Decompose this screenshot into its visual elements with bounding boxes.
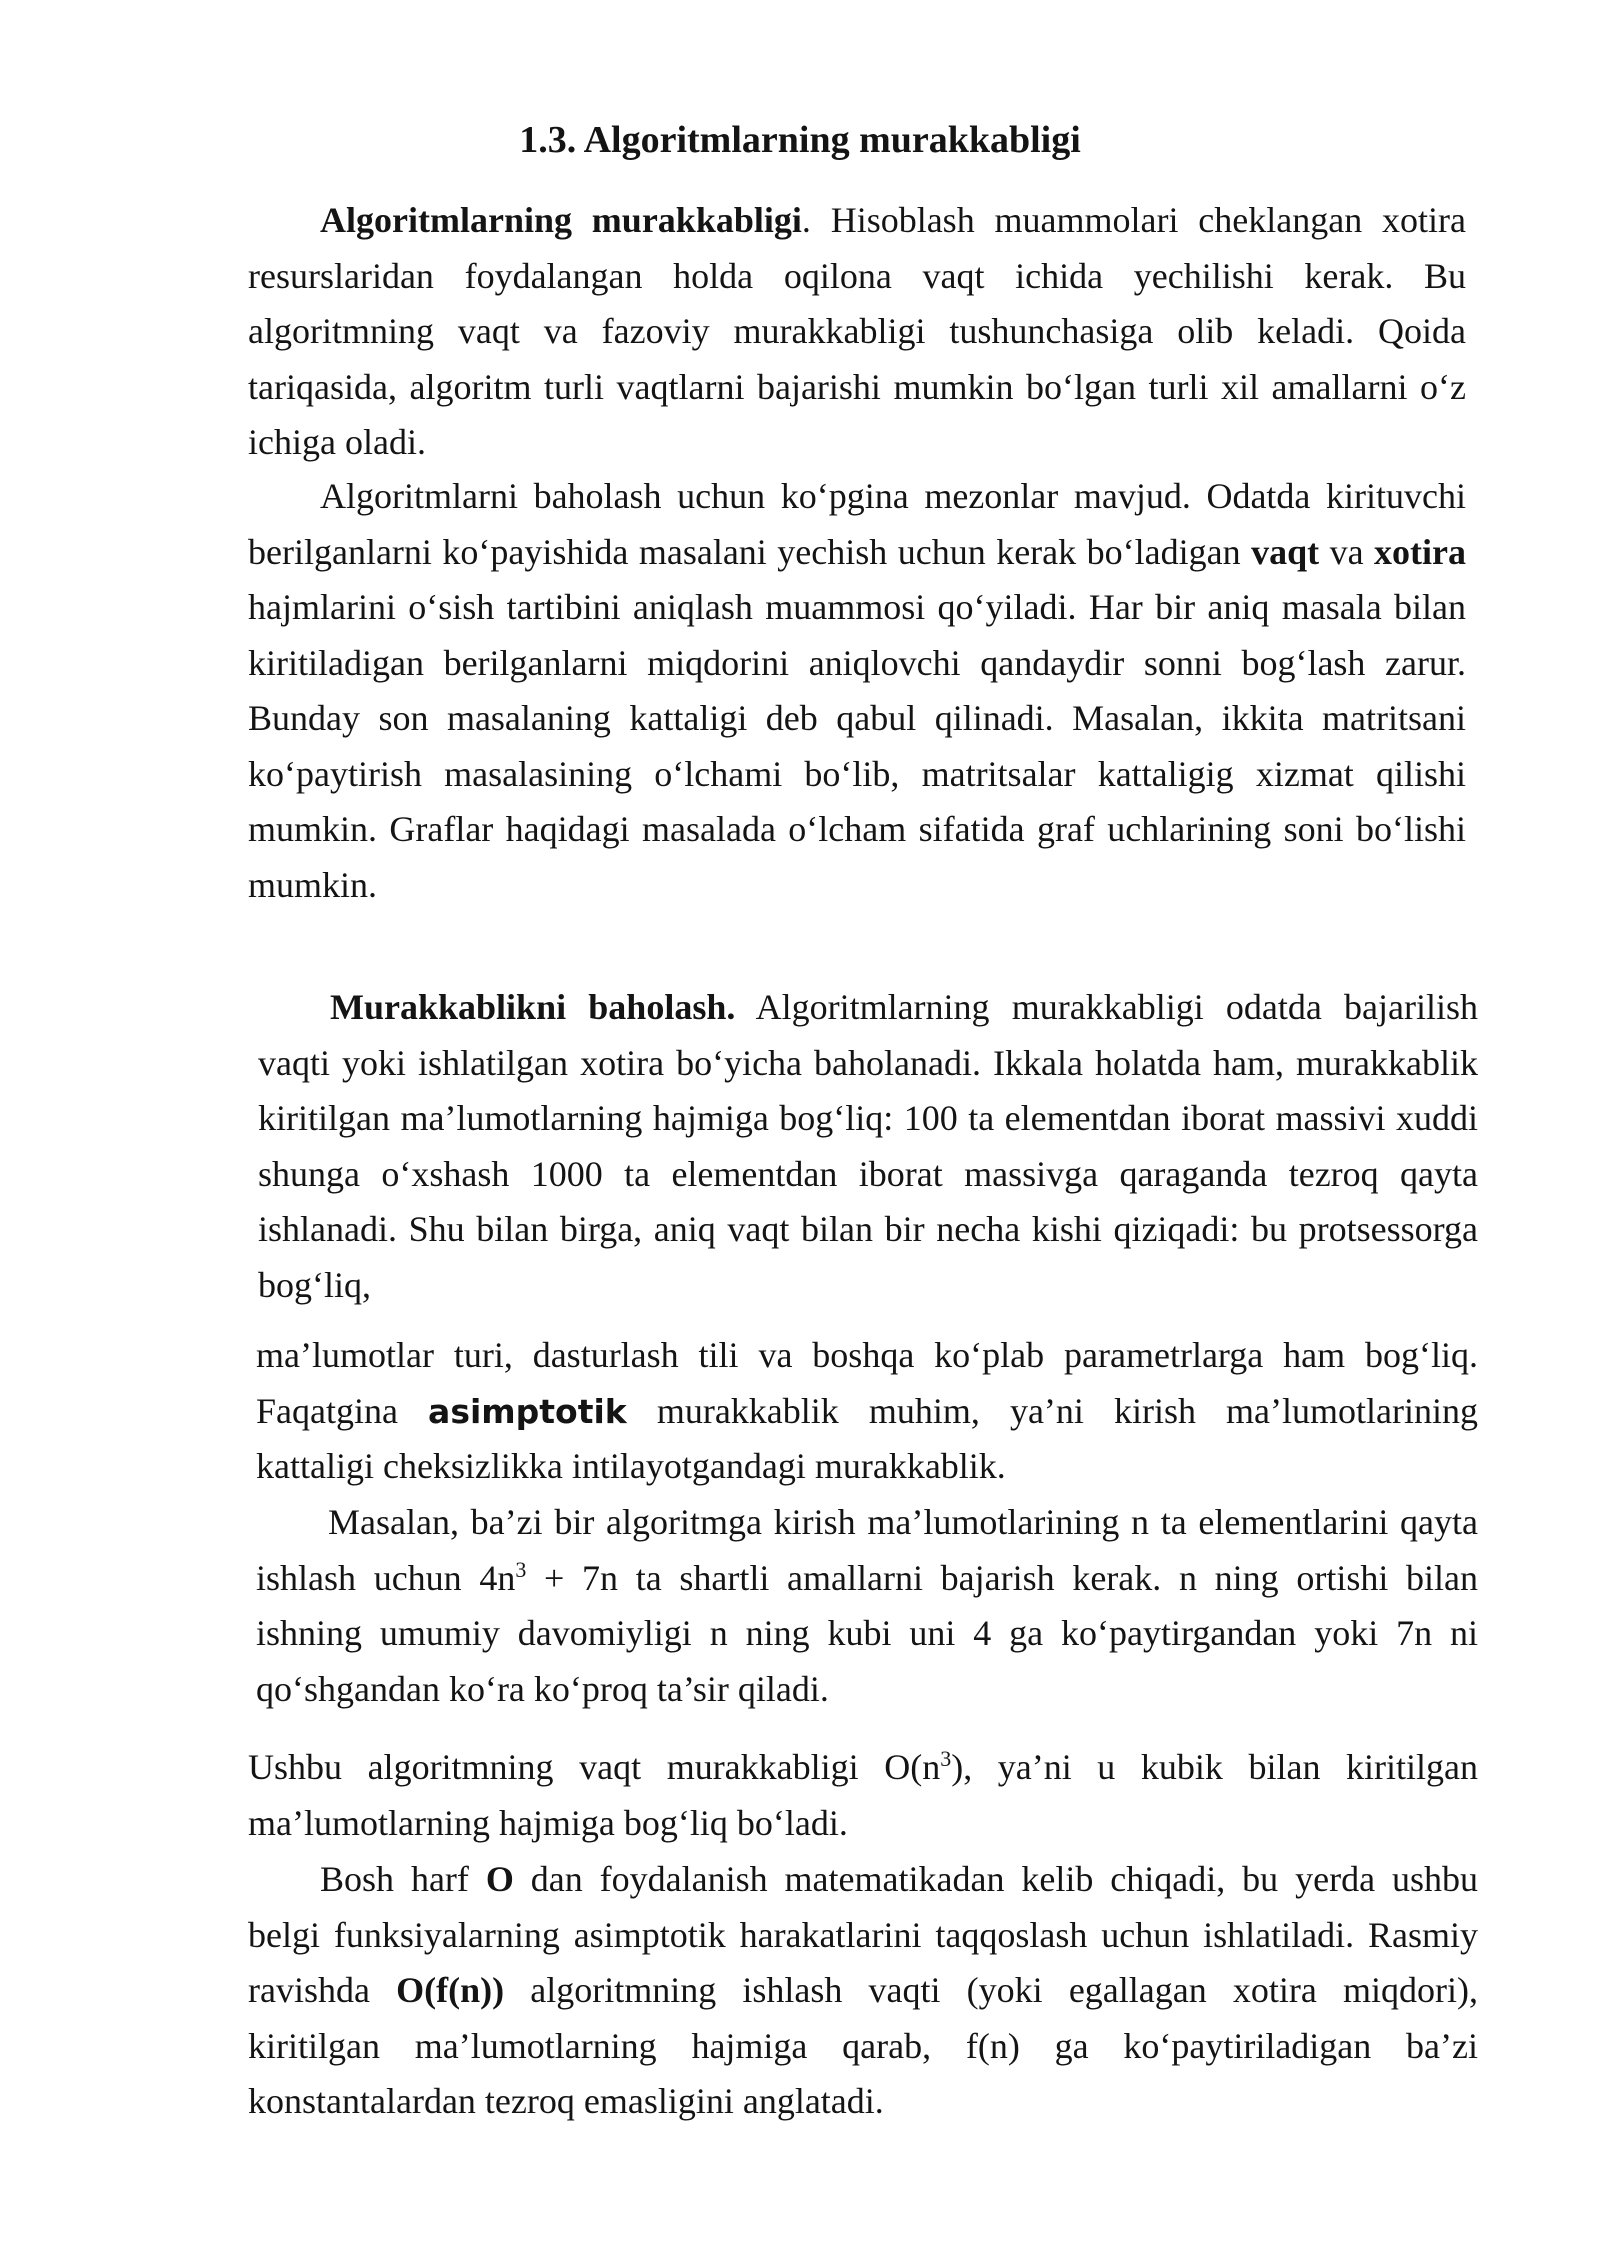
term-asymptotic: asimptotik — [428, 1391, 627, 1431]
paragraph-7: Bosh harf O dan foydalanish matematikadan kelib chiqadi, bu yerda ushbu belgi funksiyalarning asimptotik harakatlarini taqqoslash uchun ishlatiladi. Rasmiy ravishda O(f(n)) algoritmning ishlash vaqti (yoki egallagan xotira miqdori), kiritilgan ma’lumotlarning hajmiga qarab, f(n) ga ko‘paytiriladigan ba’zi konstantalardan tezroq emasligini anglatadi. — [248, 1859, 1478, 2121]
term-time: vaqt — [1251, 531, 1320, 572]
superscript-3: 3 — [940, 1746, 952, 1771]
paragraph-1 — [248, 193, 1466, 471]
paragraph-3-text: Algoritmlarning murakkabligi odatda bajarilish vaqti yoki ishlatilgan xotira bo‘yicha baholanadi. Ikkala holatda ham, murakkablik kiritilgan ma’lumotlarning hajmiga bog‘liq: 100 ta elementdan iborat massivi xuddi shunga o‘xshash 1000 ta elementdan iborat massivga qaraganda tezroq qayta ishlanadi. Shu bilan birga, aniq vaqt bilan bir necha kishi qiziqadi: bu protsessorga bog‘liq, — [258, 987, 1479, 1305]
term-memory: xotira — [1374, 531, 1466, 572]
paragraph-1-text: . Hisoblash muammolari cheklangan xotira resurslaridan foydalangan holda oqilona vaqt ichida yechilishi kerak. Bu algoritmning vaqt va fazoviy murakkabligi tushunchasiga olib keladi. Qoida tariqasida, algoritm turli vaqtlarni bajarishi mumkin bo‘lgan turli xil amallarni o‘z ichiga oladi. — [248, 200, 1467, 462]
superscript-3: 3 — [515, 1556, 527, 1582]
term-big-o: O — [485, 1859, 514, 1899]
paragraph-4: ma’lumotlar turi, dasturlash tili va boshqa ko‘plab parametrlarga ham bog‘liq. Faqatgina asimptotik murakkablik muhim, ya’ni kirish ma’lumotlarining kattaligi cheksizlikka intilayotgandagi murakkablik. — [256, 1335, 1479, 1486]
paragraph-3 — [258, 980, 1478, 1313]
paragraph-5: Masalan, ba’zi bir algoritmga kirish ma’lumotlarining n ta elementlarini qayta ishlash uchun $4n^3 + 7n$ ta shartli amallarni bajarish kerak. n ning ortishi bilan ishning umumiy davomiyligi n ning kubi uni 4 ga ko‘paytirgandan yoki 7n ni qo‘shgandan ko‘ra ko‘proq ta’sir qiladi. — [256, 1502, 1478, 1709]
section-title: 1.3. Algoritmlarning murakkabligi — [519, 119, 1081, 161]
paragraph-6: Ushbu algoritmning vaqt murakkabligi $O(n^3)$, ya’ni u kubik bilan kiritilgan ma’lumotlarning hajmiga bog‘liq bo‘ladi. — [248, 1746, 1478, 1843]
term-complexity-estimation: Murakkablikni baholash. — [330, 987, 736, 1027]
term-algorithm-complexity: Algoritmlarning murakkabligi — [320, 200, 802, 240]
term-o-f-n: O(f(n)) — [396, 1970, 505, 2010]
paragraph-2: Algoritmlarni baholash uchun ko‘pgina mezonlar mavjud. Odatda kirituvchi berilganlarni ko‘payishida masalani yechish uchun kerak bo‘ladigan vaqt va xotira hajmlarini o‘sish tartibini aniqlash muammosi qo‘yiladi. Har bir aniq masala bilan kiritiladigan berilganlarni miqdorini aniqlovchi qandaydir sonni bog‘lash zarur. Bunday son masalaning kattaligi deb qabul qilinadi. Masalan, ikkita matritsani ko‘paytirish masalasining o‘lchami bo‘lib, matritsalar kattaligig xizmat qilishi mumkin. Graflar haqidagi masalada o‘lcham sifatida graf uchlarining soni bo‘lishi mumkin. — [248, 476, 1466, 905]
